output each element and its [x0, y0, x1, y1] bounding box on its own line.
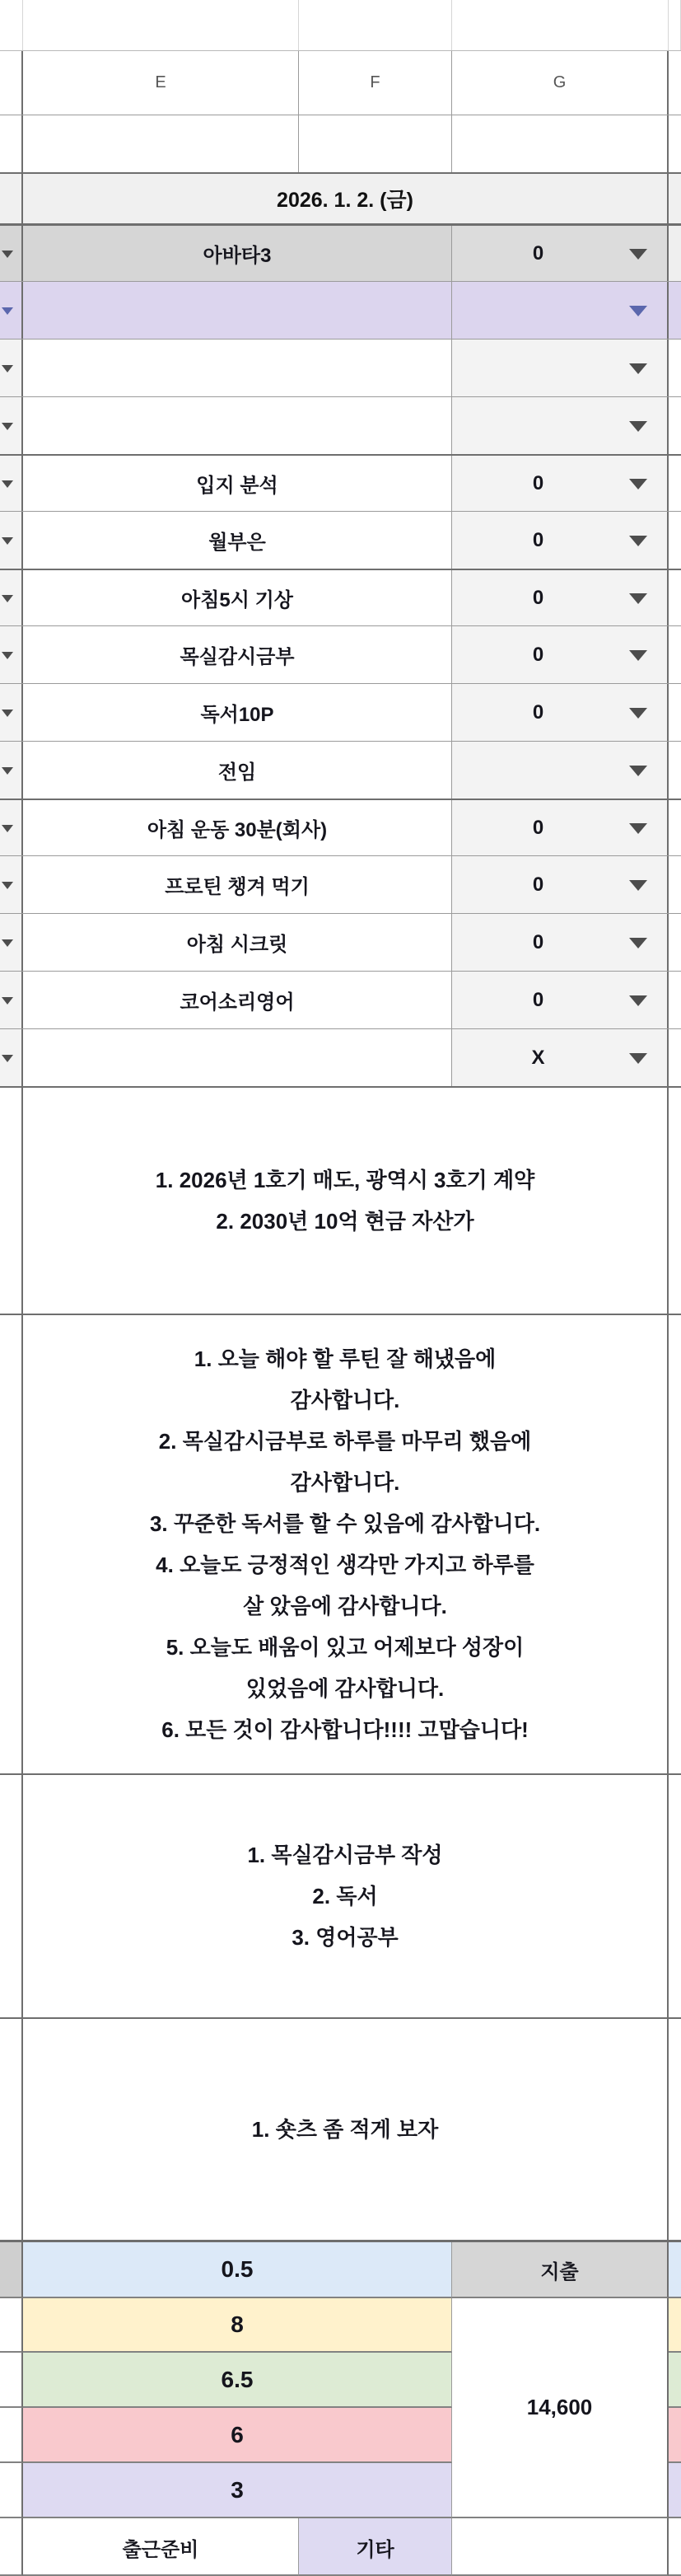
- routine-row: [0, 1029, 681, 1087]
- dropdown-arrow-icon[interactable]: [629, 421, 647, 432]
- routine-label-cell[interactable]: [23, 397, 452, 454]
- routine-label-cell[interactable]: [23, 456, 452, 511]
- gratitude-line: 5. 오늘도 배움이 있고 어제보다 성장이: [166, 1635, 525, 1660]
- routine-label-cell[interactable]: [23, 914, 452, 971]
- time-value: 6: [231, 2421, 244, 2447]
- routine-row: [0, 972, 681, 1029]
- routine-value-cell[interactable]: [452, 570, 669, 625]
- dropdown-arrow-icon[interactable]: [629, 306, 647, 316]
- routine-row: [0, 742, 681, 799]
- column-header-F[interactable]: [299, 51, 452, 115]
- dropdown-arrow-icon[interactable]: [2, 710, 13, 717]
- routine-value: 0: [532, 643, 544, 666]
- expense-total-cell[interactable]: [452, 2298, 669, 2518]
- routine-label: 아침 운동 30분(회사): [147, 819, 328, 841]
- right-sliver-cell: [669, 226, 681, 281]
- routine-label: 독서10P: [200, 704, 274, 726]
- routine-value-cell[interactable]: [452, 856, 669, 913]
- left-sliver-cell: [0, 742, 23, 799]
- routine-value: 0: [532, 241, 544, 265]
- right-sliver-cell: [669, 800, 681, 855]
- routine-label-cell[interactable]: [23, 512, 452, 569]
- routine-row: [0, 282, 681, 340]
- time-cell-rest[interactable]: [23, 2408, 452, 2463]
- column-header-corner: [0, 51, 23, 115]
- reflection-line: 1. 숏츠 좀 적게 보자: [251, 2117, 439, 2142]
- today-tasks-line: 1. 목실감시금부 작성: [247, 1843, 443, 1867]
- routine-label: 입지 분석: [196, 475, 278, 497]
- empty-cell-f[interactable]: [299, 115, 452, 172]
- gratitude-line: 3. 꾸준한 독서를 할 수 있음에 감사합니다.: [149, 1511, 541, 1536]
- dropdown-arrow-icon[interactable]: [629, 536, 647, 546]
- routine-label: 아침5시 기상: [181, 589, 293, 611]
- routine-value: [452, 282, 624, 339]
- left-sliver-cell: [0, 570, 23, 625]
- date-cell[interactable]: [23, 174, 669, 223]
- top-blank-g: [452, 0, 669, 50]
- dropdown-arrow-icon[interactable]: [2, 480, 13, 488]
- column-header-E[interactable]: [23, 51, 299, 115]
- routine-value: 0: [532, 873, 544, 896]
- summary-sliver: [0, 2408, 23, 2463]
- routine-label: 목실감시금부: [180, 646, 295, 668]
- routine-row: [0, 626, 681, 684]
- dropdown-arrow-icon[interactable]: [2, 825, 13, 832]
- dropdown-arrow-icon[interactable]: [629, 479, 647, 489]
- routine-value: 0: [532, 988, 544, 1011]
- routine-value-cell[interactable]: [452, 684, 669, 741]
- gratitude-line: 살 았음에 감사합니다.: [243, 1594, 447, 1618]
- summary-sliver: [0, 2298, 23, 2353]
- left-sliver-cell: [0, 1775, 23, 2017]
- left-sliver-cell: [0, 226, 23, 281]
- routine-value: 0: [532, 930, 544, 953]
- dropdown-arrow-icon[interactable]: [2, 307, 13, 315]
- dropdown-arrow-icon[interactable]: [629, 708, 647, 719]
- summary-sliver: [0, 2242, 23, 2298]
- routine-label-cell[interactable]: [23, 856, 452, 913]
- top-blank-row: [0, 0, 681, 51]
- gratitude-line: 1. 오늘 해야 할 루틴 잘 해냈음에: [194, 1347, 497, 1371]
- summary-sliver: [0, 2518, 23, 2576]
- top-blank-f: [299, 0, 452, 50]
- summary-h-sliver: [669, 2518, 681, 2576]
- right-sliver-cell: [669, 340, 681, 396]
- right-sliver-cell: [669, 742, 681, 799]
- note-block-row-today-tasks: [0, 1775, 681, 2019]
- today-tasks-line: 2. 독서: [312, 1884, 378, 1909]
- expense-total-value: 14,600: [526, 2395, 593, 2419]
- top-blank-h: [669, 0, 681, 50]
- routine-value: [452, 340, 624, 396]
- routine-label-cell[interactable]: [23, 800, 452, 855]
- right-sliver-cell: [669, 1315, 681, 1773]
- dropdown-arrow-icon[interactable]: [629, 249, 647, 260]
- routine-label: 코어소리영어: [180, 991, 295, 1014]
- routine-label: 프로틴 챙겨 먹기: [165, 876, 310, 898]
- time-summary-section: [0, 2241, 681, 2576]
- time-cell-etc[interactable]: [23, 2463, 452, 2518]
- routine-row: [0, 914, 681, 972]
- routine-value: 0: [532, 586, 544, 609]
- right-sliver-cell: [669, 684, 681, 741]
- time-value: 6.5: [221, 2366, 254, 2392]
- dropdown-arrow-icon[interactable]: [2, 882, 13, 889]
- routine-value-cell[interactable]: [452, 226, 669, 281]
- summary-h-sliver: [669, 2353, 681, 2408]
- goals-line: 2. 2030년 10억 현금 자산가: [216, 1209, 474, 1234]
- routine-value: 0: [532, 528, 544, 551]
- expense-header-cell[interactable]: [452, 2242, 669, 2298]
- left-sliver-cell: [0, 684, 23, 741]
- routine-value-cell[interactable]: [452, 742, 669, 799]
- routine-row: [0, 397, 681, 455]
- note-block-row-gratitude: [0, 1315, 681, 1775]
- routine-value: [452, 397, 624, 454]
- top-blank-e: [23, 0, 299, 50]
- column-header-G[interactable]: [452, 51, 669, 115]
- right-sliver-cell: [669, 972, 681, 1028]
- dropdown-arrow-icon[interactable]: [629, 823, 647, 834]
- right-sliver-cell: [669, 856, 681, 913]
- left-sliver-cell: [0, 1088, 23, 1314]
- dropdown-arrow-icon[interactable]: [2, 595, 13, 602]
- time-value: 0.5: [221, 2256, 254, 2282]
- routine-label-cell[interactable]: [23, 282, 452, 339]
- routine-row: [0, 799, 681, 856]
- routine-row: [0, 340, 681, 397]
- time-value: 3: [231, 2476, 244, 2503]
- gratitude-line: 있었음에 감사합니다.: [245, 1676, 445, 1701]
- dropdown-arrow-icon[interactable]: [629, 938, 647, 948]
- date-row-h: [669, 174, 681, 223]
- routine-value-cell[interactable]: [452, 456, 669, 511]
- dropdown-arrow-icon[interactable]: [2, 652, 13, 659]
- left-sliver-cell: [0, 397, 23, 454]
- gratitude-line: 6. 모든 것이 감사합니다!!!! 고맙습니다!: [161, 1717, 529, 1742]
- routine-value-cell[interactable]: [452, 512, 669, 569]
- date-row-sliver: [0, 174, 23, 223]
- summary-h-sliver: [669, 2242, 681, 2298]
- empty-cell-h: [669, 115, 681, 172]
- routine-value-cell[interactable]: [452, 914, 669, 971]
- empty-row: [0, 115, 681, 173]
- dropdown-arrow-icon[interactable]: [2, 251, 13, 258]
- left-sliver-cell: [0, 914, 23, 971]
- routine-row: [0, 684, 681, 742]
- dropdown-arrow-icon[interactable]: [2, 1055, 13, 1062]
- left-sliver-cell: [0, 2019, 23, 2240]
- gratitude-line: 감사합니다.: [290, 1388, 400, 1412]
- routine-value-cell[interactable]: [452, 340, 669, 396]
- routine-value: 0: [532, 700, 544, 724]
- routine-value: 0: [532, 816, 544, 839]
- gratitude-line: 2. 목실감시금부로 하루를 마무리 했음에: [158, 1429, 532, 1454]
- right-sliver-cell: [669, 2019, 681, 2240]
- dropdown-arrow-icon[interactable]: [629, 880, 647, 891]
- left-sliver-cell: [0, 800, 23, 855]
- gratitude-line: 감사합니다.: [290, 1470, 400, 1495]
- routine-label-cell[interactable]: [23, 742, 452, 799]
- dropdown-arrow-icon[interactable]: [629, 593, 647, 604]
- dropdown-arrow-icon[interactable]: [629, 363, 647, 374]
- right-sliver-cell: [669, 456, 681, 511]
- time-cell-sleep[interactable]: [23, 2242, 452, 2298]
- goals-line: 1. 2026년 1호기 매도, 광역시 3호기 계약: [155, 1168, 535, 1192]
- routine-label: 전임: [217, 761, 257, 784]
- routine-value-cell[interactable]: [452, 972, 669, 1028]
- routine-value-cell[interactable]: [452, 1029, 669, 1086]
- dropdown-arrow-icon[interactable]: [629, 1053, 647, 1064]
- dropdown-arrow-icon[interactable]: [2, 767, 13, 775]
- time-value: 8: [231, 2311, 244, 2337]
- dropdown-arrow-icon[interactable]: [2, 939, 13, 947]
- routine-label-cell[interactable]: [23, 570, 452, 625]
- empty-cell-g[interactable]: [452, 115, 669, 172]
- left-sliver-cell: [0, 972, 23, 1028]
- left-sliver-cell: [0, 456, 23, 511]
- time-cell-work[interactable]: [23, 2298, 452, 2353]
- footer-cell-left[interactable]: [23, 2518, 299, 2576]
- routine-row: [0, 224, 681, 282]
- routine-label: 아바타3: [203, 245, 272, 267]
- routine-value: [452, 742, 624, 799]
- footer-cell-right[interactable]: [299, 2518, 452, 2576]
- left-sliver-cell: [0, 626, 23, 683]
- routine-label-cell[interactable]: [23, 972, 452, 1028]
- left-sliver-cell: [0, 1315, 23, 1773]
- left-sliver-cell: [0, 1029, 23, 1086]
- dropdown-arrow-icon[interactable]: [2, 997, 13, 1005]
- routine-label-cell[interactable]: [23, 1029, 452, 1086]
- summary-sliver: [0, 2463, 23, 2518]
- note-blocks: [0, 1086, 681, 2241]
- dropdown-arrow-icon[interactable]: [629, 650, 647, 661]
- top-blank-sliver: [0, 0, 23, 50]
- today-tasks-cell[interactable]: [23, 1775, 669, 2017]
- routine-row: [0, 512, 681, 569]
- empty-cell-e[interactable]: [23, 115, 299, 172]
- right-sliver-cell: [669, 1088, 681, 1314]
- routine-value-cell[interactable]: [452, 397, 669, 454]
- routine-value: X: [531, 1046, 545, 1069]
- routine-row: [0, 856, 681, 914]
- time-cell-self[interactable]: [23, 2353, 452, 2408]
- left-sliver-cell: [0, 282, 23, 339]
- routine-value-cell[interactable]: [452, 626, 669, 683]
- column-letter: E: [155, 73, 166, 91]
- dropdown-arrow-icon[interactable]: [2, 537, 13, 545]
- column-header-row: [0, 51, 681, 115]
- goals-cell[interactable]: [23, 1088, 669, 1314]
- right-sliver-cell: [669, 1775, 681, 2017]
- column-letter: F: [370, 73, 380, 91]
- footer-cell-g[interactable]: [452, 2518, 669, 2576]
- empty-cell[interactable]: [0, 115, 23, 172]
- routine-value: 0: [532, 471, 544, 494]
- left-sliver-cell: [0, 512, 23, 569]
- routine-label-cell[interactable]: [23, 226, 452, 281]
- routine-label-cell[interactable]: [23, 340, 452, 396]
- gratitude-line: 4. 오늘도 긍정적인 생각만 가지고 하루를: [156, 1553, 534, 1577]
- summary-h-sliver: [669, 2298, 681, 2353]
- dropdown-arrow-icon[interactable]: [2, 423, 13, 430]
- routine-row: [0, 454, 681, 512]
- date-row: [0, 172, 681, 225]
- summary-sliver: [0, 2353, 23, 2408]
- routine-value-cell[interactable]: [452, 282, 669, 339]
- dropdown-arrow-icon[interactable]: [2, 365, 13, 372]
- routine-checklist: [0, 224, 681, 1087]
- right-sliver-cell: [669, 282, 681, 339]
- note-block-row-goals: [0, 1086, 681, 1315]
- routine-label-cell[interactable]: [23, 626, 452, 683]
- gratitude-cell[interactable]: [23, 1315, 669, 1773]
- dropdown-arrow-icon[interactable]: [629, 995, 647, 1006]
- footer-left-label: 출근준비: [122, 2539, 199, 2561]
- column-letter: G: [553, 73, 567, 91]
- left-sliver-cell: [0, 856, 23, 913]
- summary-h-sliver: [669, 2408, 681, 2463]
- right-sliver-cell: [669, 397, 681, 454]
- footer-right-label: 기타: [356, 2539, 394, 2561]
- note-block-row-reflection: [0, 2019, 681, 2241]
- routine-label: 아침 시크릿: [186, 934, 288, 956]
- routine-label: 월부은: [208, 532, 266, 554]
- column-header-H-sliver: [669, 51, 681, 115]
- routine-row: [0, 569, 681, 626]
- routine-label-cell[interactable]: [23, 684, 452, 741]
- right-sliver-cell: [669, 512, 681, 569]
- expense-header-label: 지출: [540, 2260, 579, 2283]
- routine-value-cell[interactable]: [452, 800, 669, 855]
- reflection-cell[interactable]: [23, 2019, 669, 2240]
- date-text: 2026. 1. 2. (금): [277, 189, 413, 212]
- right-sliver-cell: [669, 914, 681, 971]
- dropdown-arrow-icon[interactable]: [629, 766, 647, 776]
- right-sliver-cell: [669, 570, 681, 625]
- left-sliver-cell: [0, 340, 23, 396]
- today-tasks-line: 3. 영어공부: [292, 1925, 399, 1950]
- summary-h-sliver: [669, 2463, 681, 2518]
- right-sliver-cell: [669, 626, 681, 683]
- right-sliver-cell: [669, 1029, 681, 1086]
